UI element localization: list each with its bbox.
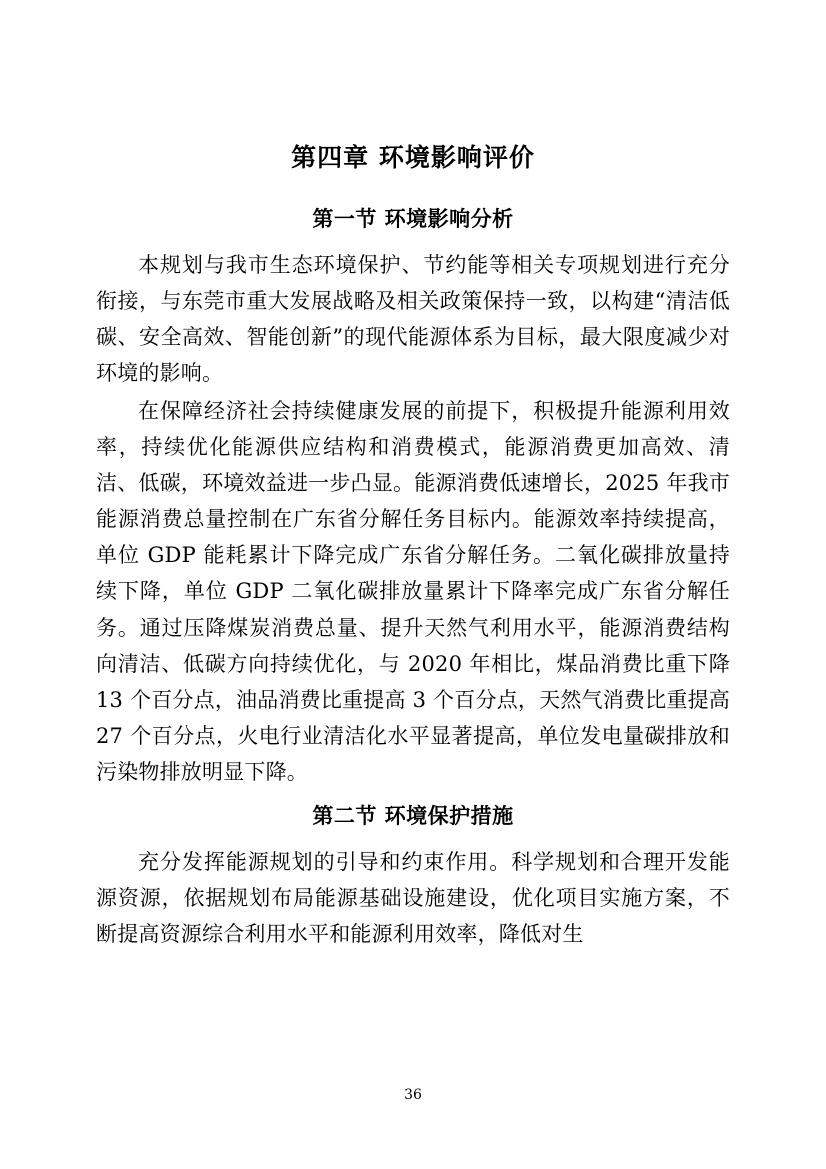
section-title-1: 第一节 环境影响分析 <box>312 206 514 231</box>
chapter-title: 第四章 环境影响评价 <box>291 143 535 172</box>
section-title-2: 第二节 环境保护措施 <box>312 803 514 829</box>
paragraph-1-2: 在保障经济社会持续健康发展的前提下，积极提升能源利用效率，持续优化能源供应结构和消费模式，能源消费更加高效、清洁、低碳，环境效益进一步凸显。能源消费低速增长，2025 年我市能源消费总量控制在广东省分解任务目标内。能源效率持续提高，单位 GDP 能耗累计下降完成广东省分解任务。二氧化碳排放量持续下降，单位 GDP 二氧化碳排放量累计下降率完成广东省分解任务。通过压降煤炭消费总量、提升天然气利用水平，能源消费结构向清洁、低碳方向持续优化，与 2020 年相比，煤品消费比重下降 13 个百分点，油品消费比重提高 3 个百分点，天然气消费比重提高 27 个百分点，火电行业清洁化水平显著提高，单位发电量碳排放和污染物排放明显下降。 <box>96 398 730 785</box>
paragraph-2-1: 充分发挥能源规划的引导和约束作用。科学规划和合理开发能源资源，依据规划布局能源基础设施建设，优化项目实施方案，不断提高资源综合利用水平和能源利用效率，降低对生 <box>96 849 730 946</box>
page-number: 36 <box>404 1087 422 1103</box>
paragraph-1-1: 本规划与我市生态环境保护、节约能等相关专项规划进行充分衔接，与东莞市重大发展战略及相关政策保持一致，以构建“清洁低碳、安全高效、智能创新”的现代能源体系为目标，最大限度减少对环境的影响。 <box>96 252 730 385</box>
